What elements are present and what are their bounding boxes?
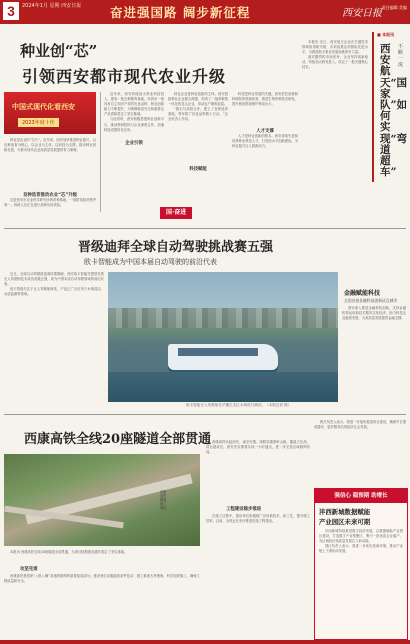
- railway-photo-caption: 西康高铁隧道施工现场: [160, 490, 167, 510]
- boxed-story-title-2: 产业园区未来可期: [319, 518, 371, 526]
- right-column-text: 相关负责人表示，将进一步加快推进项目建设，确保早日建成通车，更好服务沿线经济社会发展。: [314, 420, 406, 430]
- banner-line-2: 2023年度十佳: [18, 118, 59, 127]
- water: [108, 372, 338, 402]
- third-column-text: 西康高铁是国家“八纵八横”高速铁路网的重要组成部分。建设者们克服地质条件复杂、施工难度大等困难，科学组织施工，确保工程质量和安全。: [4, 574, 200, 584]
- boxed-story: [314, 488, 408, 640]
- lead-subhead-3: 科技赋能: [189, 167, 207, 172]
- railway-tunnel-photo: [4, 454, 200, 546]
- third-subhead-b: 工程建设稳步推进: [226, 507, 262, 512]
- lead-headline-line-1: 种业创“芯”: [20, 42, 98, 60]
- side-title: 西安航天“国家队”如何实现“弯道超车”: [380, 43, 408, 179]
- boat-window: [178, 348, 258, 356]
- lead-column-text: 走进西安市农业科学研究所的育种基地，一排排试验田整齐划一，科研人员正在进行品种比较试验。: [4, 198, 96, 208]
- lead-subhead-2: 企业引领: [125, 141, 143, 146]
- boxed-story-text: 沣西新城持续推进数字经济发展，以数据赋能产业园区建设，打造数字产业集聚区，吸引一批优质企业落户，为区域经济高质量发展注入新动能。 园区负责人表示，将进一步优化营商环境，推动产业链上下游协同发展。: [319, 529, 403, 554]
- third-column-text: 本报讯 西康高铁全线20座隧道全部贯通，为项目按期建成通车奠定了坚实基础。: [10, 550, 128, 554]
- column-divider: [100, 92, 101, 212]
- section-divider: [4, 228, 406, 229]
- brand-logo: 西安日报: [342, 8, 382, 19]
- lead-column-text: 种业企业是种业创新的主体。西安鼓励种业企业做大做强，培育了一批育繁推一体化的龙头企业，带动农户增收致富。 “我们与高校合作，建立了良种选育基地，每年推广优良品种数十万亩。”企业负责人介绍。: [168, 92, 228, 122]
- third-subhead-a: 攻坚克难: [20, 567, 38, 572]
- third-column-text: 在施工过程中，建设单位积极推广应用新技术、新工艺，提升施工效率。目前，全线正在有序推进后续工程建设。: [206, 514, 310, 524]
- page-number: 3: [3, 2, 19, 20]
- autonomous-boat-photo: [108, 272, 338, 402]
- lead-column-text: 近年来，西安持续加大种业科技投入，建成一批良种繁育基地，培育出一批具有自主知识产权的优良品种，种业创新能力不断提升，为保障粮食安全和重要农产品供给奠定了坚实基础。 与此同时，西安积极搭建种业创新平台，推动科研院所与企业深度合作，加速科技成果转化应用。: [104, 92, 164, 132]
- lead-column-text: 科技是种业发展的关键。西安依托高校和科研院所资源优势，推进生物育种技术研发，提升种质资源保护利用水平。: [232, 92, 298, 107]
- finance-title: 金融赋能科技: [344, 290, 381, 297]
- side-tag: ■ 本报讯: [377, 32, 395, 37]
- finance-subtitle: 全国首批金融科技创新试点城市: [344, 298, 398, 303]
- side-column-text: 本报讯 近日，西安航天企业在关键技术领域取得新突破，多项成果达到国际先进水平，为我国航天事业发展贡献西安力量。 面对激烈的市场竞争，企业坚持创新驱动，持续加大研发投入，攻克了一批关键核心技术。: [302, 40, 368, 70]
- city-skyline: [108, 308, 338, 328]
- page-footer-bar: [0, 640, 410, 644]
- finance-column-text: 西安深入推进金融科技创新，支持金融机构运用新技术服务实体经济，助力科技企业融资发展，为高质量发展提供金融支撑。: [342, 306, 406, 321]
- lead-column-text: 人才是种业创新的根本。西安持续引进和培养种业科技人才，打造高水平创新团队，为种业振兴注入源源动力。: [232, 134, 298, 149]
- banner-line-1: 中国式现代化看西安: [12, 103, 75, 111]
- lead-column-text: 种业是农业的“芯片”。近年来，西安加快推进种业振兴，以良种选育为核心，以企业为主体，以科技为支撑，推动种业创新发展，为都市现代农业高质量发展提供有力保障。: [4, 138, 96, 153]
- boxed-story-title-1: 沣西新城数据赋能: [319, 508, 371, 516]
- side-subtitle: 不断 一流: [398, 44, 404, 68]
- section-divider: [4, 414, 406, 415]
- masthead-slogan: 奋进强国路 阔步新征程: [110, 5, 251, 20]
- boxed-story-header: 强信心 稳预期 助增长: [315, 489, 407, 503]
- lead-headline-line-2: 引领西安都市现代农业升级: [22, 67, 227, 86]
- second-subheadline: 欧卡智能成为中国本届自动驾驶的前沿代表: [84, 258, 217, 266]
- section-tag: 国·奋进: [160, 207, 192, 219]
- series-banner: [4, 92, 96, 134]
- third-column-text: 西康高铁北起西安，南至安康，线路穿越秦岭山脉，隧道占比高。项目建成后，西安至安康将实现一小时通达，进一步完善区域路网布局。: [206, 440, 310, 455]
- third-headline: 西康高铁全线20座隧道全部贯通: [24, 432, 212, 447]
- date-line: 2024年1月 星期 西安日报: [22, 3, 82, 9]
- second-column-text: 近日，全球自动驾驶挑战赛结果揭晓，西安欧卡智能凭借领先的无人驾驶船技术成功晋级五强，成为中国本届自动驾驶领域的前沿代表。 欧卡智能专注于无人驾驶船研发，产品已广泛应用于水域清洁、水质监测等领域。: [4, 272, 104, 297]
- side-story: [372, 32, 408, 182]
- lead-subhead-1: 良种选育推动农业“芯”升级: [22, 193, 78, 198]
- lead-subhead-4: 人才支撑: [256, 129, 274, 134]
- second-headline: 晋级迪拜全球自动驾驶挑战赛五强: [78, 240, 274, 255]
- editor-line: 责任编辑 美编: [381, 5, 407, 10]
- masthead-bar: [0, 0, 410, 24]
- boat-photo-caption: 欧卡智能无人驾驶船在浐灞生态区水域进行测试。（本报记者 摄）: [186, 403, 292, 407]
